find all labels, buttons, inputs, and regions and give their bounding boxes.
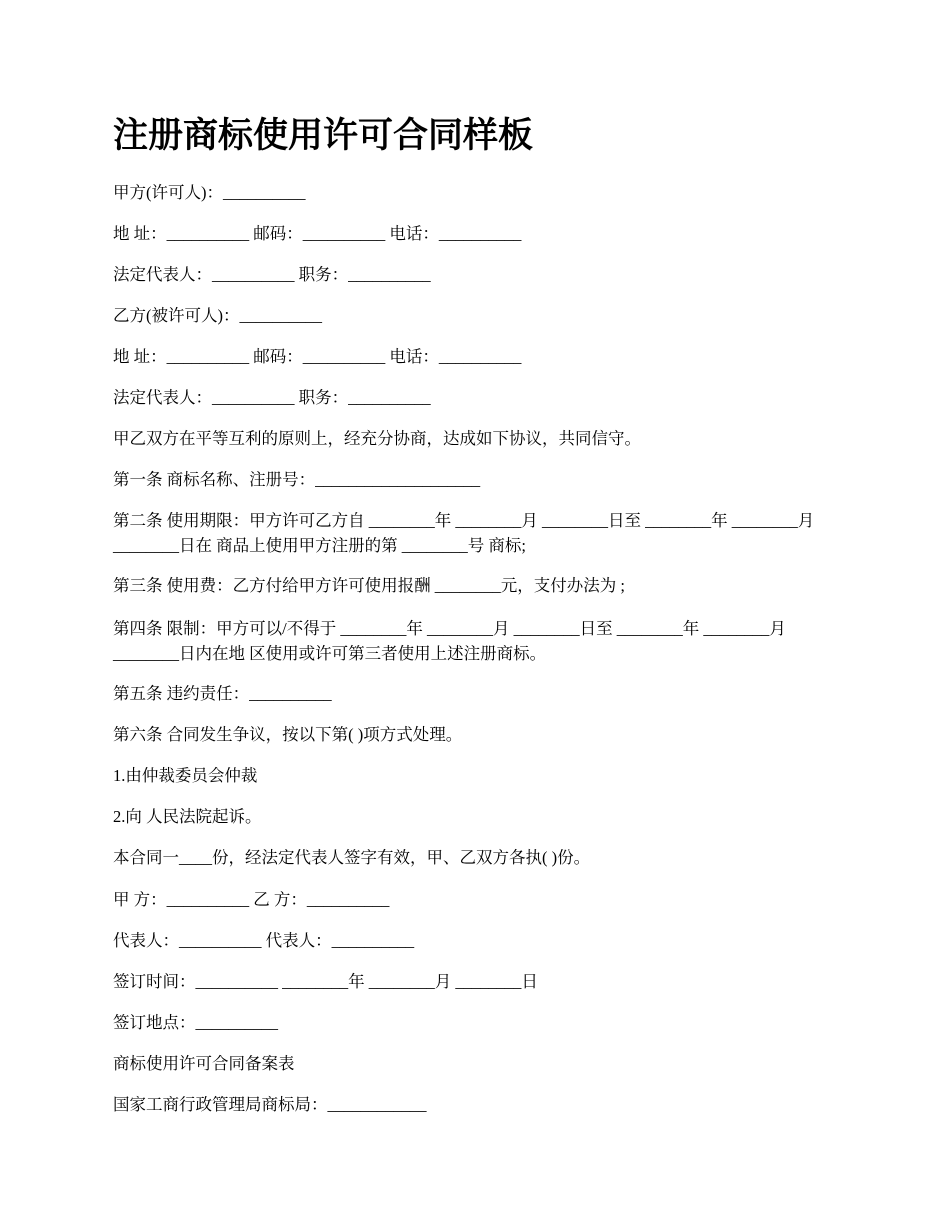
licensee-address-line: 地 址：__________ 邮码：__________ 电话：__________ — [113, 347, 522, 366]
article-2: 第二条 使用期限：甲方许可乙方自 ________年 ________月 ________日至 ________年 ________月 ________日在 商品上使用甲方注册的第 ________号 商标; — [113, 511, 815, 555]
article-1: 第一条 商标名称、注册号：____________________ — [113, 470, 481, 489]
signing-date-line: 签订时间：__________ ________年 ________月 ________日 — [113, 972, 538, 991]
licensee-line: 乙方(被许可人)：__________ — [113, 306, 322, 325]
party-signatures-line: 甲 方：__________ 乙 方：__________ — [113, 890, 390, 909]
trademark-office-line: 国家工商行政管理局商标局：____________ — [113, 1095, 427, 1114]
filing-form-heading: 商标使用许可合同备案表 — [113, 1054, 295, 1073]
article-4: 第四条 限制：甲方可以/不得于 ________年 ________月 ________日至 ________年 ________月 ________日内在地 区使用或许可第三者使用上述注册商标。 — [113, 619, 786, 663]
signing-place-line: 签订地点：__________ — [113, 1013, 278, 1032]
dispute-option-2: 2.向 人民法院起诉。 — [113, 807, 262, 826]
document-title: 注册商标使用许可合同样板 — [113, 116, 534, 155]
representative-signatures-line: 代表人：__________ 代表人：__________ — [113, 931, 415, 950]
licensee-representative-line: 法定代表人：__________ 职务：__________ — [113, 388, 431, 407]
licensor-representative-line: 法定代表人：__________ 职务：__________ — [113, 265, 431, 284]
copies-clause: 本合同一____份，经法定代表人签字有效，甲、乙双方各执( )份。 — [113, 848, 591, 867]
licensor-address-line: 地 址：__________ 邮码：__________ 电话：__________ — [113, 224, 522, 243]
agreement-preamble: 甲乙双方在平等互利的原则上，经充分协商，达成如下协议，共同信守。 — [113, 429, 641, 448]
licensor-line: 甲方(许可人)：__________ — [113, 183, 306, 202]
dispute-option-1: 1.由仲裁委员会仲裁 — [113, 766, 258, 785]
article-6: 第六条 合同发生争议，按以下第( )项方式处理。 — [113, 725, 463, 744]
article-5: 第五条 违约责任：__________ — [113, 684, 332, 703]
article-3: 第三条 使用费：乙方付给甲方许可使用报酬 ________元，支付办法为 ; — [113, 576, 625, 595]
